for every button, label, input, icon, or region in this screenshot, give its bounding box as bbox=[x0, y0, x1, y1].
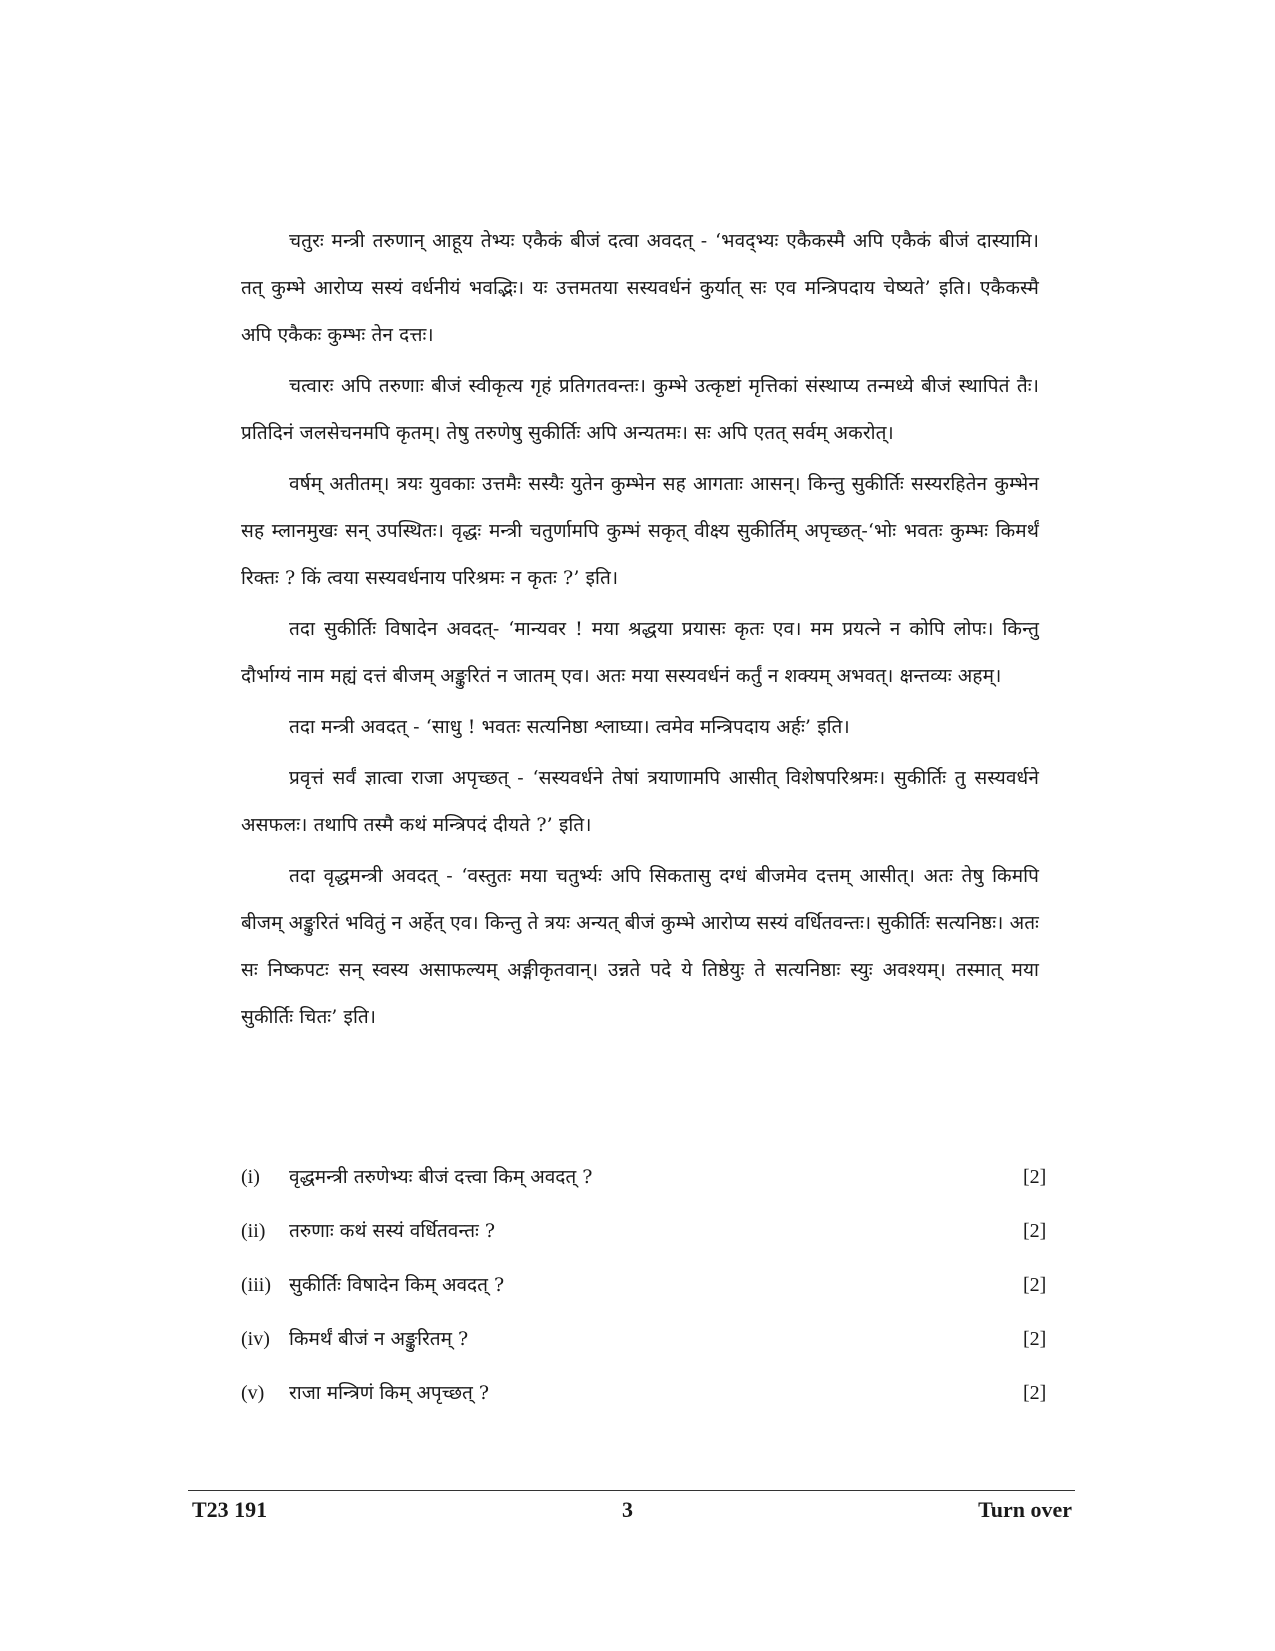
question-number: (iv) bbox=[241, 1328, 270, 1350]
question-text: सुकीर्तिः विषादेन किम् अवदत् ? bbox=[289, 1274, 505, 1296]
question-marks: [2] bbox=[1023, 1382, 1047, 1404]
question-text: वृद्धमन्त्री तरुणेभ्यः बीजं दत्त्वा किम् अवदत् ? bbox=[289, 1166, 593, 1188]
footer-divider bbox=[188, 1490, 1075, 1491]
page-footer bbox=[192, 1497, 1072, 1531]
question-marks: [2] bbox=[1023, 1220, 1047, 1242]
question-item bbox=[241, 1163, 1093, 1217]
turn-over-label: Turn over bbox=[978, 1497, 1072, 1522]
question-item bbox=[241, 1271, 1093, 1325]
passage-paragraph-6: प्रवृत्तं सर्वं ज्ञात्वा राजा अपृच्छत् - ‘सस्यवर्धने तेषां त्रयाणामपि आसीत् विशेषपरिश्रमः। सुकीर्तिः तु सस्यवर्धने असफलः। तथापि तस्मै कथं मन्त्रिपदं दीयते ?’ इति। bbox=[241, 767, 1039, 836]
question-item bbox=[241, 1325, 1093, 1379]
question-marks: [2] bbox=[1023, 1274, 1047, 1296]
passage-paragraph-3: वर्षम् अतीतम्। त्रयः युवकाः उत्तमैः सस्यैः युतेन कुम्भेन सह आगताः आसन्। किन्तु सुकीर्तिः सस्यरहितेन कुम्भेन सह म्लानमुखः सन् उपस्थितः। वृद्धः मन्त्री चतुर्णामपि कुम्भं सकृत् वीक्ष्य सुकीर्तिम् अपृच्छत्-‘भोः भवतः कुम्भः किमर्थं रिक्तः ? किं त्वया सस्यवर्धनाय परिश्रमः न कृतः ?’ इति। bbox=[241, 473, 1039, 589]
question-item bbox=[241, 1217, 1093, 1271]
passage bbox=[241, 218, 1039, 1045]
question-marks: [2] bbox=[1023, 1328, 1047, 1350]
question-item bbox=[241, 1379, 1093, 1433]
question-number: (v) bbox=[241, 1382, 265, 1404]
passage-paragraph-7: तदा वृद्धमन्त्री अवदत् - ‘वस्तुतः मया चतुर्भ्यः अपि सिकतासु दग्धं बीजमेव दत्तम् आसीत्। अतः तेषु किमपि बीजम् अङ्कुरितं भवितुं न अर्हेत् एव। किन्तु ते त्रयः अन्यत् बीजं कुम्भे आरोप्य सस्यं वर्धितवन्तः। सुकीर्तिः सत्यनिष्ठः। अतः सः निष्कपटः सन् स्वस्य असाफल्यम् अङ्गीकृतवान्। उन्नते पदे ये तिष्ठेयुः ते सत्यनिष्ठाः स्युः अवश्यम्। तस्मात् मया सुकीर्तिः चितः’ इति। bbox=[241, 865, 1039, 1028]
question-text: तरुणाः कथं सस्यं वर्धितवन्तः ? bbox=[289, 1220, 496, 1242]
passage-paragraph-5: तदा मन्त्री अवदत् - ‘साधु ! भवतः सत्यनिष्ठा श्लाघ्या। त्वमेव मन्त्रिपदाय अर्हः’ इति। bbox=[289, 716, 850, 738]
question-text: राजा मन्त्रिणं किम् अपृच्छत् ? bbox=[289, 1382, 490, 1404]
question-list bbox=[241, 1163, 1093, 1433]
question-number: (i) bbox=[241, 1166, 260, 1188]
passage-paragraph-1: चतुरः मन्त्री तरुणान् आहूय तेभ्यः एकैकं बीजं दत्वा अवदत् - ‘भवद्भ्यः एकैकस्मै अपि एकैकं बीजं दास्यामि। तत् कुम्भे आरोप्य सस्यं वर्धनीयं भवद्भिः। यः उत्तमतया सस्यवर्धनं कुर्यात् सः एव मन्त्रिपदाय चेष्यते’ इति। एकैकस्मै अपि एकैकः कुम्भः तेन दत्तः। bbox=[241, 230, 1039, 346]
question-number: (ii) bbox=[241, 1220, 266, 1242]
question-number: (iii) bbox=[241, 1274, 271, 1296]
question-marks: [2] bbox=[1023, 1166, 1047, 1188]
passage-paragraph-4: तदा सुकीर्तिः विषादेन अवदत्- ‘मान्यवर ! मया श्रद्धया प्रयासः कृतः एव। मम प्रयत्ने न कोपि लोपः। किन्तु दौर्भाग्यं नाम मह्यं दत्तं बीजम् अङ्कुरितं न जातम् एव। अतः मया सस्यवर्धनं कर्तुं न शक्यम् अभवत्। क्षन्तव्यः अहम्। bbox=[241, 618, 1039, 687]
paper-code: T23 191 bbox=[192, 1497, 268, 1522]
question-text: किमर्थं बीजं न अङ्कुरितम् ? bbox=[289, 1328, 469, 1350]
page-number: 3 bbox=[622, 1497, 633, 1522]
passage-paragraph-2: चत्वारः अपि तरुणाः बीजं स्वीकृत्य गृहं प्रतिगतवन्तः। कुम्भे उत्कृष्टां मृत्तिकां संस्थाप्य तन्मध्ये बीजं स्थापितं तैः। प्रतिदिनं जलसेचनमपि कृतम्। तेषु तरुणेषु सुकीर्तिः अपि अन्यतमः। सः अपि एतत् सर्वम् अकरोत्। bbox=[241, 375, 1039, 444]
